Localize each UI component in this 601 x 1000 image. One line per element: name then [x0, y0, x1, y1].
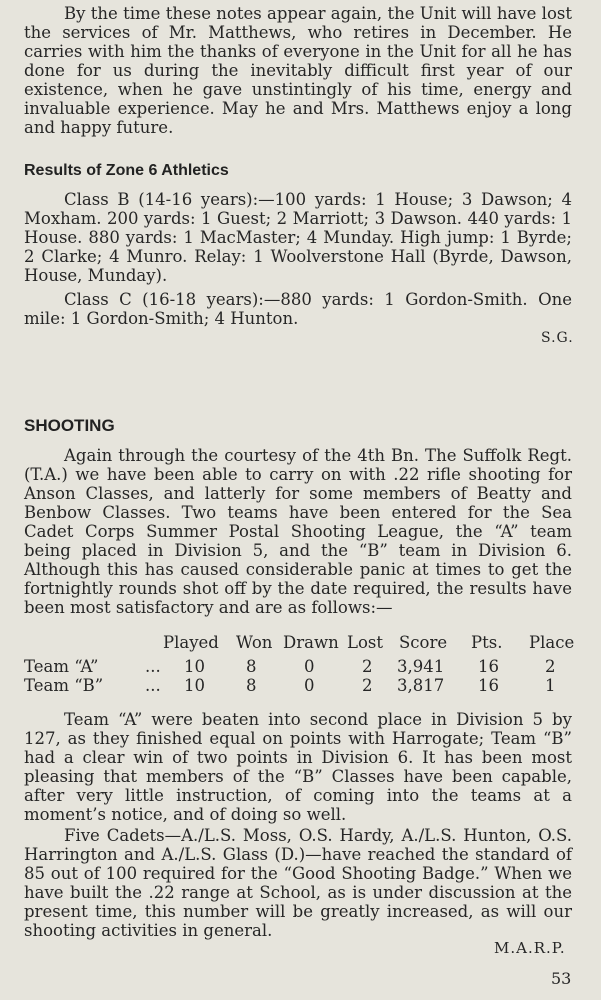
shooting-heading: SHOOTING [24, 416, 115, 435]
col-header-score: Score [399, 633, 448, 652]
shooting-signature: M.A.R.P. [494, 939, 566, 957]
athletics-heading: Results of Zone 6 Athletics [24, 162, 229, 179]
row-b-pts: 16 [478, 676, 499, 695]
shooting-paragraph-2: Team “A” were beaten into second place in Division 5 by 127, as they finished equal on points with Harrogate; Team “B” had a clear win of two points in Division 6. It has been most pleasing that members of the “B” Classes have been capable, after very little instruction, of coming into the teams at a moment’s notice, and of doing so well. [24, 710, 572, 824]
row-a-pts: 16 [478, 657, 499, 676]
row-a-team: Team “A” [24, 657, 99, 676]
shooting-paragraph-1: Again through the courtesy of the 4th Bn. The Suffolk Regt. (T.A.) we have been able to carry on with .22 rifle shooting for Anson Classes, and latterly for some members of Beatty and Benbow Classes. Two teams have been entered for the Sea Cadet Corps Summer Postal Shooting League, the “A” team being placed in Division 5, and the “B” team in Division 6. Although this has caused considerable panic at times to get the fortnightly rounds shot off by the date required, the results have been most satisfactory and are as follows:— [24, 446, 572, 617]
col-header-played: Played [163, 633, 219, 652]
row-b-place: 1 [545, 676, 556, 695]
class-c-results: Class C (16-18 years):—880 yards: 1 Gordon-Smith. One mile: 1 Gordon-Smith; 4 Hunton. [24, 290, 572, 328]
col-header-pts: Pts. [471, 633, 503, 652]
col-header-drawn: Drawn [283, 633, 339, 652]
row-a-place: 2 [545, 657, 556, 676]
row-a-played: 10 [184, 657, 205, 676]
athletics-signature: S.G. [541, 330, 574, 346]
row-a-drawn: 0 [304, 657, 315, 676]
col-header-won: Won [236, 633, 273, 652]
intro-paragraph: By the time these notes appear again, the Unit will have lost the services of Mr. Matthews, who retires in December. He carries with him the thanks of everyone in the Unit for all he has done for us during the inevitably difficult first year of our existence, when he gave unstintingly of his time, energy and invaluable experience. May he and Mrs. Matthews enjoy a long and happy future. [24, 4, 572, 137]
row-b-dots: ... [145, 676, 161, 695]
row-b-drawn: 0 [304, 676, 315, 695]
col-header-place: Place [529, 633, 575, 652]
shooting-paragraph-3: Five Cadets—A./L.S. Moss, O.S. Hardy, A./L.S. Hunton, O.S. Harrington and A./L.S. Glass (D.)—have reached the standard of 85 out of 100 required for the “Good Shooting Badge.” When we have built the .22 range at School, as is under discussion at the present time, this number will be greatly increased, as will our shooting activities in general. [24, 826, 572, 940]
page-number: 53 [551, 969, 572, 988]
row-a-lost: 2 [362, 657, 373, 676]
class-b-results: Class B (14-16 years):—100 yards: 1 House; 3 Dawson; 4 Moxham. 200 yards: 1 Guest; 2 Marriott; 3 Dawson. 440 yards: 1 House. 880 yards: 1 MacMaster; 4 Munday. High jump: 1 Byrde; 2 Clarke; 4 Munro. Relay: 1 Woolverstone Hall (Byrde, Dawson, House, Munday). [24, 190, 572, 285]
row-a-won: 8 [246, 657, 257, 676]
row-a-dots: ... [145, 657, 161, 676]
row-b-won: 8 [246, 676, 257, 695]
row-a-score: 3,941 [397, 657, 445, 676]
row-b-lost: 2 [362, 676, 373, 695]
row-b-played: 10 [184, 676, 205, 695]
col-header-lost: Lost [347, 633, 383, 652]
row-b-team: Team “B” [24, 676, 104, 695]
row-b-score: 3,817 [397, 676, 445, 695]
